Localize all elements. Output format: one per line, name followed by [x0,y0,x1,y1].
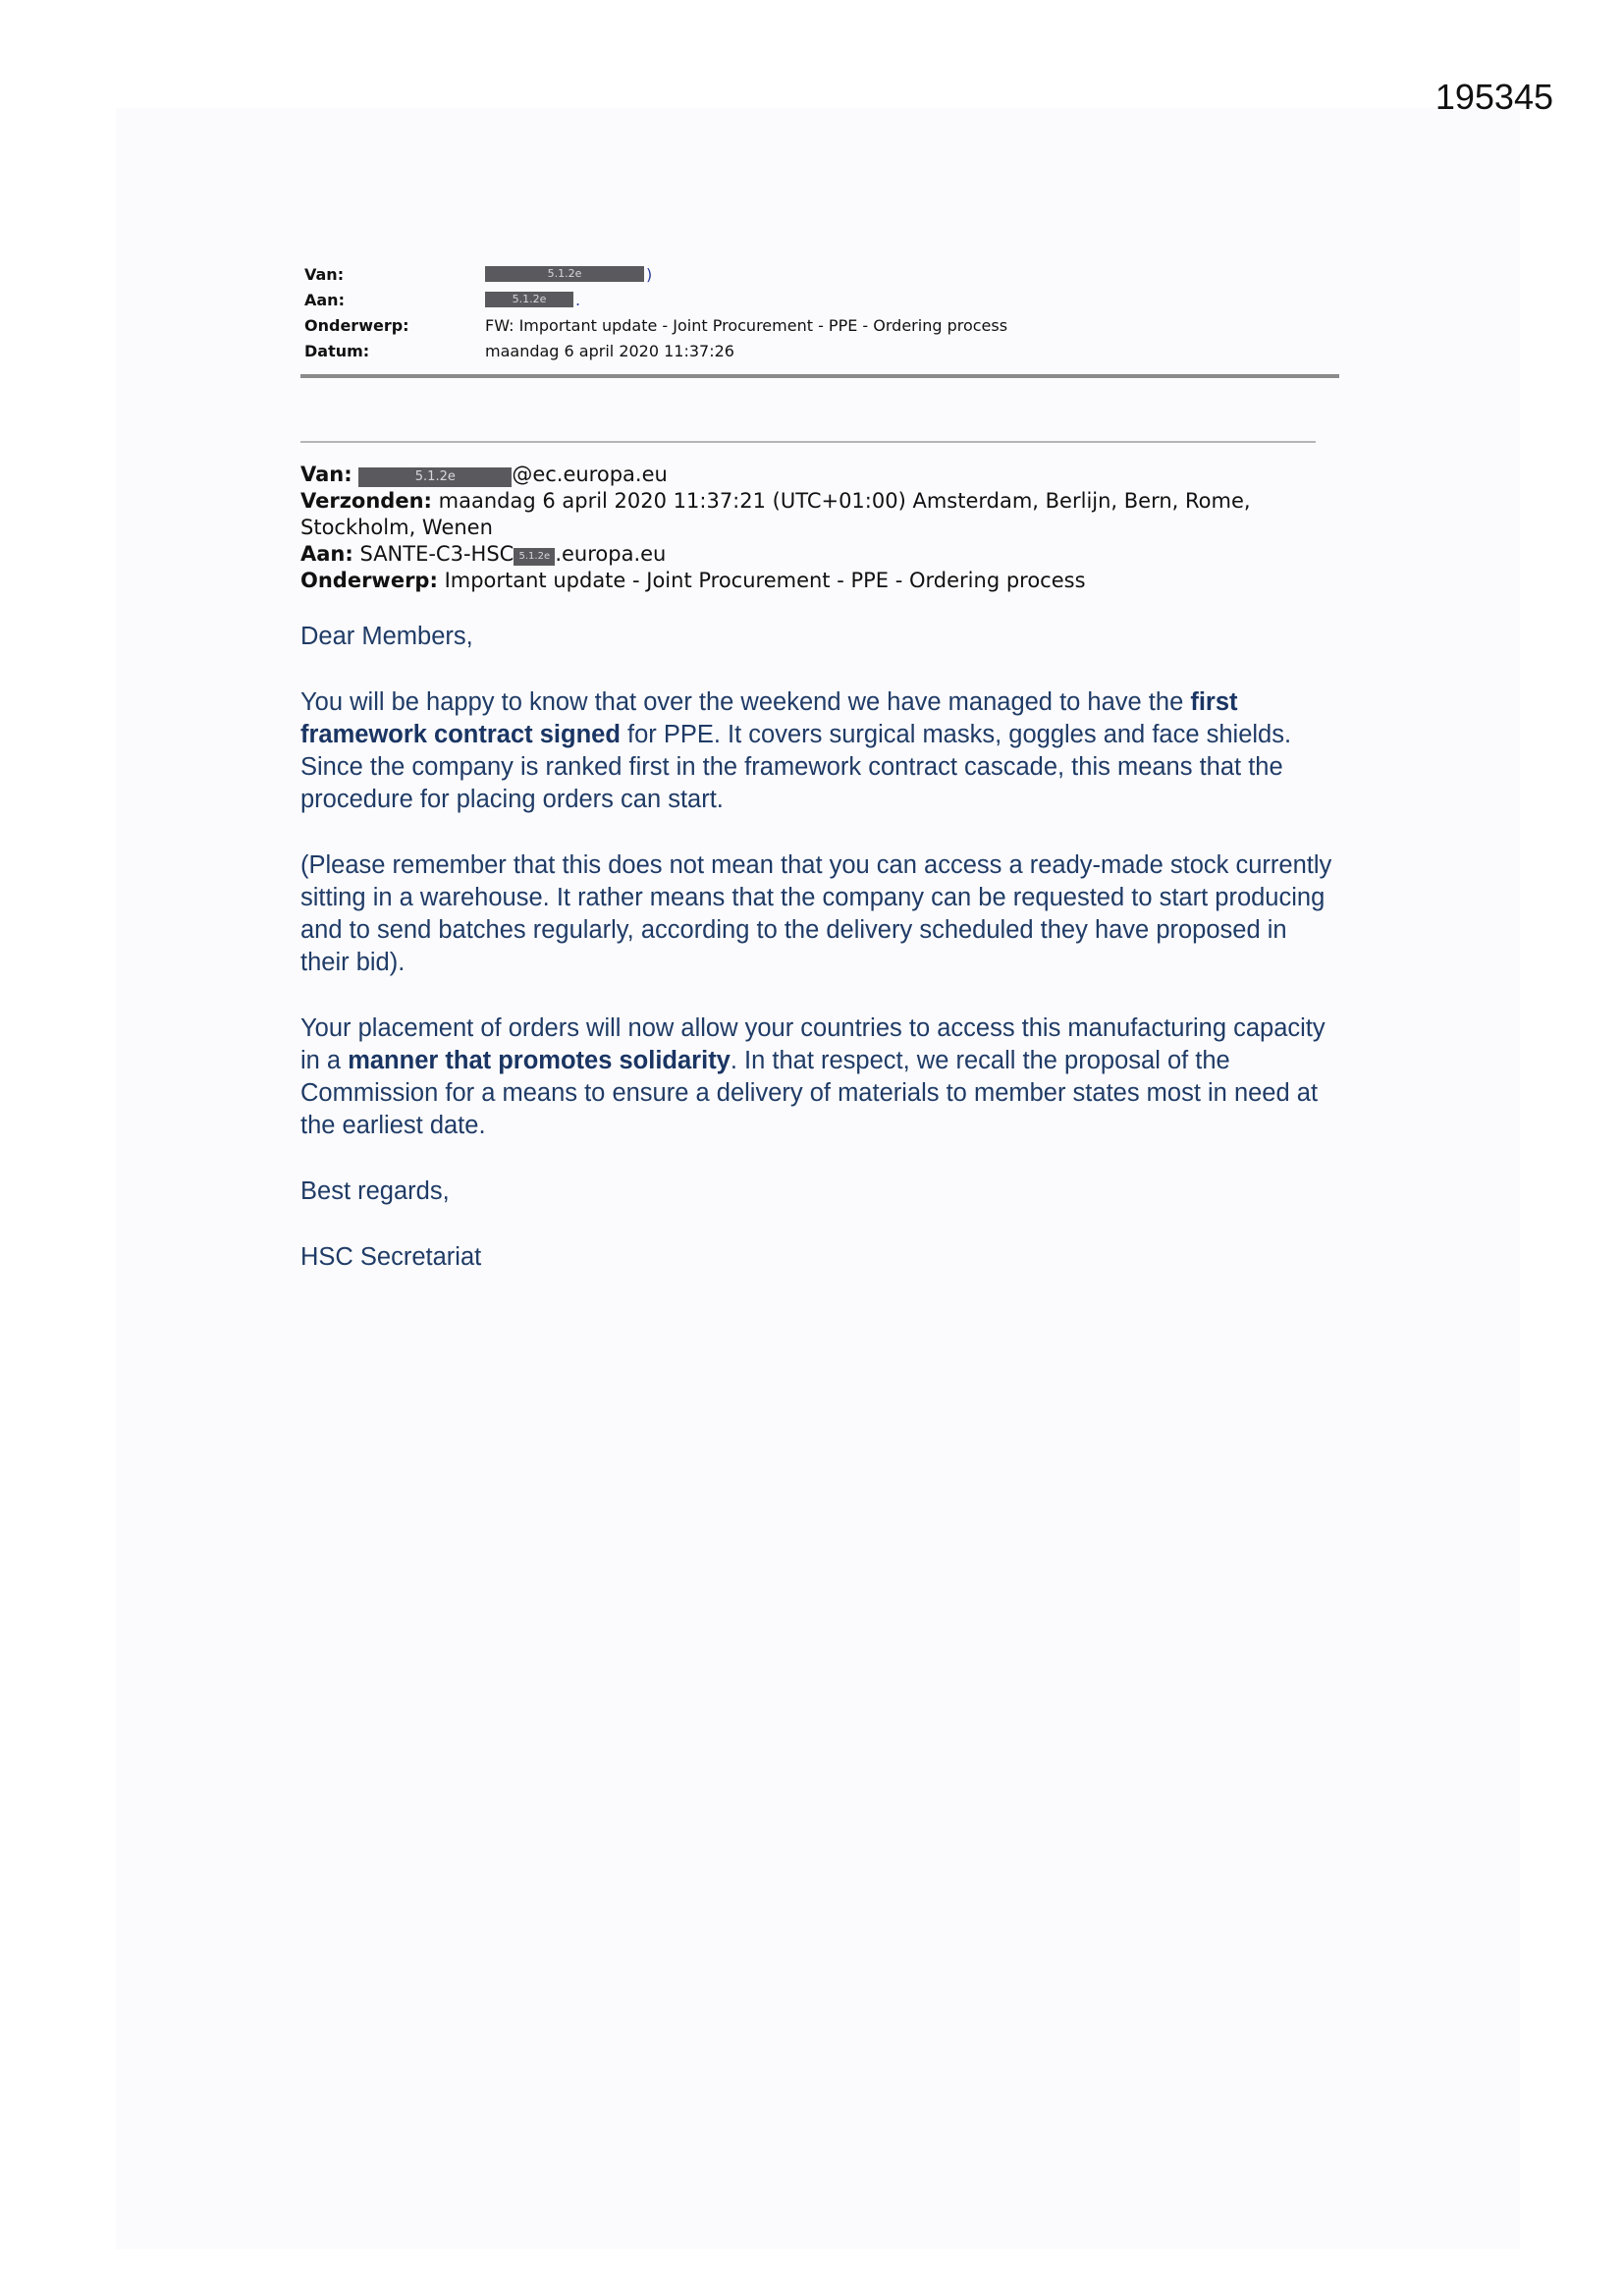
document-number: 195345 [1435,77,1553,117]
original-subject-label: Onderwerp: [300,569,438,592]
forward-subject-row [304,312,1007,338]
original-sent-value: maandag 6 april 2020 11:37:21 (UTC+01:00) Amsterdam, Berlijn, Bern, Rome, Stockholm, Wenen [300,489,1251,539]
paragraph-solidarity [300,1012,1341,1142]
forward-subject-label: Onderwerp: [304,315,409,335]
forward-to-value [485,291,580,309]
paragraph-stock-note: (Please remember that this does not mean that you can access a ready-made stock currently sitting in a warehouse. It rather means that the company can be requested to start producing and to send batches regularly, according to the delivery scheduled they have proposed in their bid). [300,851,1332,976]
original-from-domain: @ec.europa.eu [512,463,668,486]
text-span: Your placement of orders will now allow your countries to access this manufacturing capacity in a [300,1014,1326,1074]
original-sent-row [300,488,1263,541]
text-span: for PPE. It covers surgical masks, goggles and face shields. Since the company is ranked first in the framework contract cascade, this means that the procedure for placing orders can start. [300,721,1292,813]
email-body [300,621,1341,1307]
original-to-prefix: SANTE-C3-HSC [359,542,514,566]
redaction-box: 5.1.2e [514,548,555,566]
forward-from-tail: ) [646,264,653,284]
forward-from-value [485,265,652,284]
redaction-box: 5.1.2e [485,292,573,307]
forward-subject-value: FW: Important update - Joint Procurement - PPE - Ordering process [485,315,1008,335]
bold-highlight: manner that promotes solidarity [348,1047,731,1074]
original-to-label: Aan: [300,542,353,566]
forward-date-row [304,338,1007,363]
paragraph-contract-signed [300,686,1341,816]
forward-to-label: Aan: [304,290,345,309]
original-from-label: Van: [300,463,352,486]
message-divider [300,441,1316,443]
redaction-box: 5.1.2e [358,467,512,487]
forward-date-label: Datum: [304,341,370,360]
original-from-row [300,462,1361,488]
forward-date-value: maandag 6 april 2020 11:37:26 [485,341,734,360]
forward-to-row [304,287,1007,312]
forward-from-label: Van: [304,264,345,284]
signature: HSC Secretariat [300,1243,482,1271]
header-divider [300,374,1339,378]
original-to-suffix: .europa.eu [555,542,667,566]
original-header [300,462,1361,594]
text-span: You will be happy to know that over the weekend we have managed to have the [300,688,1191,716]
original-to-row [300,541,1361,568]
greeting: Dear Members, [300,623,473,650]
original-sent-label: Verzonden: [300,489,432,513]
forward-from-row [304,261,1007,287]
closing: Best regards, [300,1177,450,1205]
bold-highlight: first framework contract signed [300,688,1238,748]
forward-to-tail: . [575,290,581,309]
original-subject-value: Important update - Joint Procurement - PPE - Ordering process [444,569,1086,592]
redaction-box: 5.1.2e [485,266,644,282]
text-span: . In that respect, we recall the proposal of the Commission for a means to ensure a delivery of materials to member states most in need at the earliest date. [300,1047,1319,1139]
original-subject-row [300,568,1361,594]
forward-header [304,261,1007,363]
